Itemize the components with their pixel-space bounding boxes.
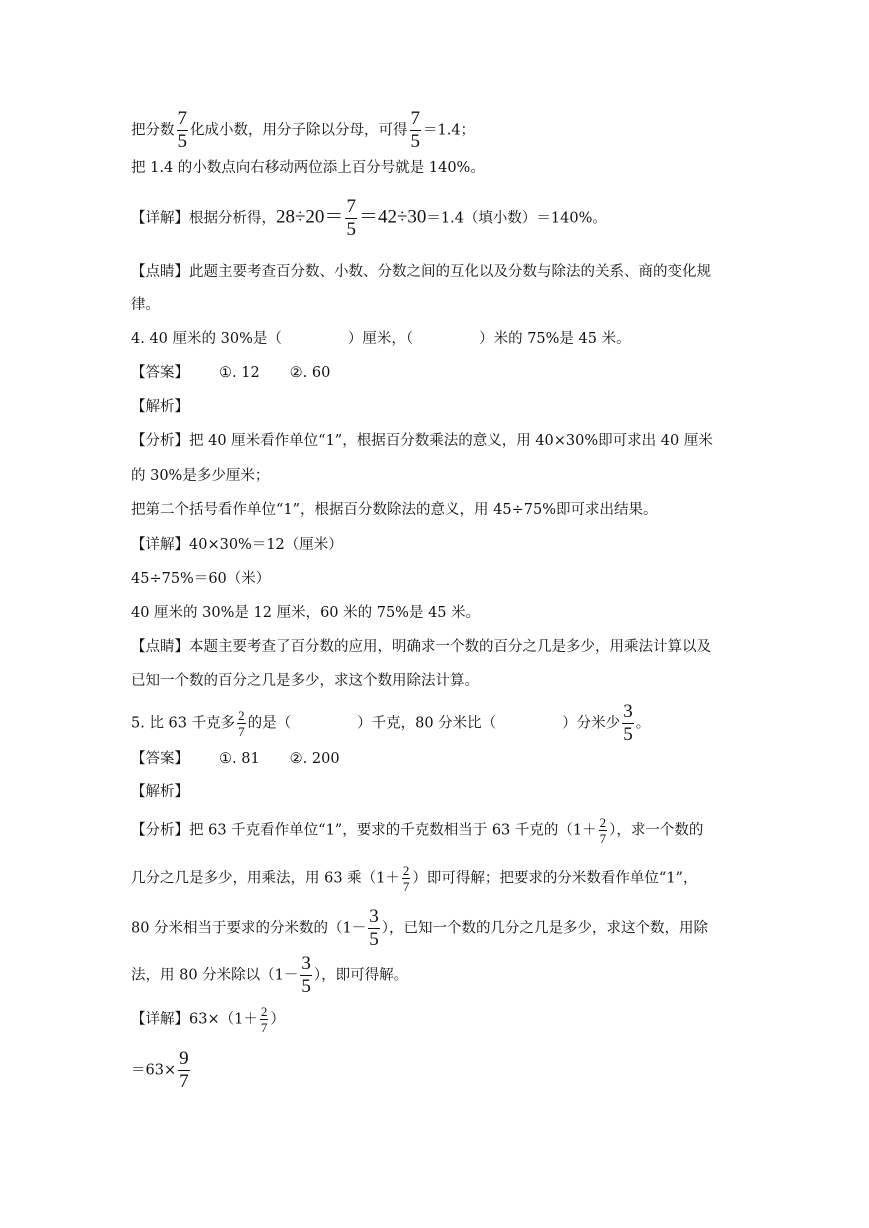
text: 化成小数，用分子除以分母，可得 [190, 122, 408, 139]
fraction: $\frac{3}{5}$ [623, 701, 633, 745]
question-5: 5. 比 63 千克多 $\frac{2}{7}$ 的是（ ）千克，80 分米比（ ）分米少 $\frac{3}{5}$ 。 [131, 701, 651, 745]
fraction: $\frac{3}{5}$ [369, 906, 379, 950]
text-line [131, 108, 475, 153]
text: ＝1.4（填小数）＝140%。 [426, 210, 607, 227]
text-line [131, 196, 607, 241]
question-4: 4. 40 厘米的 30%是（ ）厘米，（ ）米的 75%是 45 米。 [131, 331, 631, 347]
fraction: $\frac{3}{5}$ [301, 953, 311, 997]
analysis-heading: 【解析】 [131, 784, 189, 800]
equation: ＝42÷30 [358, 206, 427, 228]
fraction: $\frac{7}{5}$ [177, 108, 187, 152]
answer-line: 【答案】 ①. 81 ②. 200 [131, 751, 340, 767]
fraction: $\frac{2}{7}$ [599, 815, 607, 846]
fraction: $\frac{7}{5}$ [410, 108, 420, 152]
text-line: 【详解】40×30%＝12（厘米） [131, 537, 343, 553]
text-line: 法，用 80 分米除以（1－ $\frac{3}{5}$ ），即可得解。 [131, 953, 409, 997]
fraction: $\frac{2}{7}$ [260, 1004, 268, 1035]
equation: 28÷20＝ [276, 206, 344, 228]
text-line: 已知一个数的百分之几是多少，求这个数用除法计算。 [131, 673, 479, 689]
fraction: $\frac{2}{7}$ [402, 863, 410, 894]
text-line: 把 1.4 的小数点向右移动两位添上百分号就是 140%。 [131, 160, 485, 176]
text-line: 几分之几是多少，用乘法，用 63 乘（1＋ $\frac{2}{7}$ ）即可得解；把要求的分米数看作单位“1”， [131, 863, 698, 894]
text-line: 律。 [131, 297, 160, 313]
fraction: $\frac{9}{7}$ [179, 1048, 189, 1092]
text: 【详解】根据分析得， [131, 210, 276, 227]
fraction: $\frac{2}{7}$ [238, 708, 245, 739]
analysis-heading: 【解析】 [131, 399, 189, 415]
text: 把分数 [131, 122, 175, 139]
text-line: 【分析】把 40 厘米看作单位“1”，根据百分数乘法的意义，用 40×30%即可求出 40 厘米 [131, 433, 713, 449]
text-line: 80 分米相当于要求的分米数的（1－ $\frac{3}{5}$ ），已知一个数的几分之几是多少，求这个数，用除 [131, 906, 709, 950]
text-line: 把第二个括号看作单位“1”，根据百分数除法的意义，用 45÷75%即可求出结果。 [131, 502, 658, 518]
text: ＝1.4； [423, 122, 476, 139]
text-line: 的 30%是多少厘米； [131, 468, 270, 484]
text-line: 40 厘米的 30%是 12 厘米，60 米的 75%是 45 米。 [131, 605, 481, 621]
answer-line: 【答案】 ①. 12 ②. 60 [131, 365, 331, 381]
text-line: 【详解】63×（1＋ $\frac{2}{7}$ ） [131, 1004, 285, 1035]
fraction: $\frac{7}{5}$ [346, 196, 356, 240]
text-line: ＝63× $\frac{9}{7}$ [131, 1048, 189, 1092]
text-line: 【分析】把 63 千克看作单位“1”，要求的千克数相当于 63 千克的（1＋ $\frac{2}{7}$ ），求一个数的 [131, 815, 704, 846]
text-line: 45÷75%＝60（米） [131, 571, 271, 587]
text-line: 【点睛】此题主要考查百分数、小数、分数之间的互化以及分数与除法的关系、商的变化规 [131, 264, 711, 280]
text-line: 【点睛】本题主要考查了百分数的应用，明确求一个数的百分之几是多少，用乘法计算以及 [131, 639, 711, 655]
